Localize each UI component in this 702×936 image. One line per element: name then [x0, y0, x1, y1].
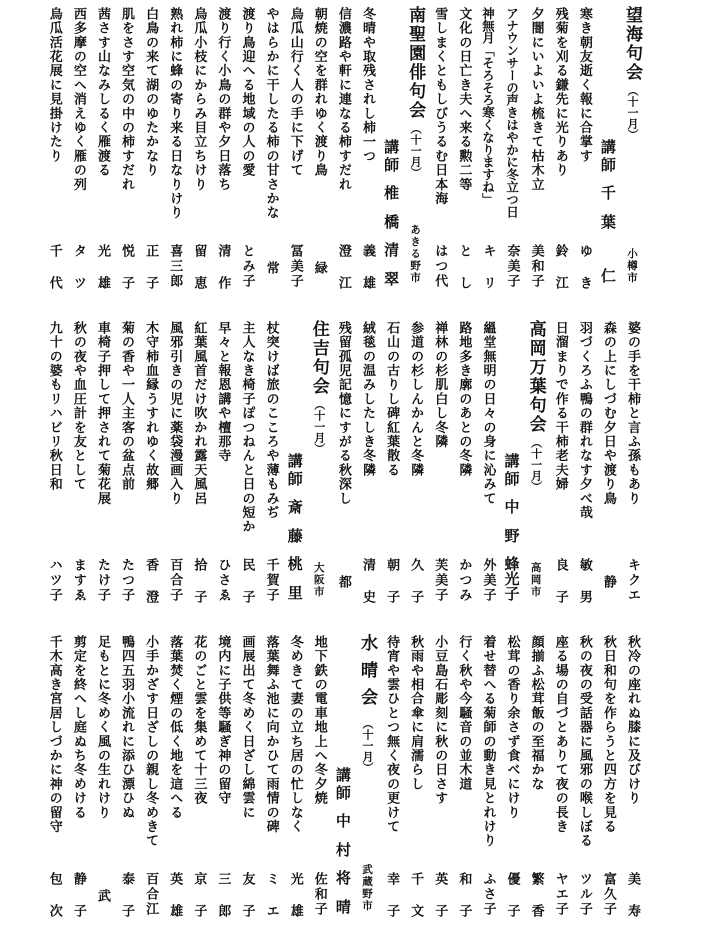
haiku-column: [572, 0, 596, 308]
haiku-text: 着せ替へる菊師の動き見とれけり: [480, 635, 496, 848]
lecturer-label: 講師: [333, 767, 352, 803]
haiku-author: 奈美子: [504, 244, 520, 289]
haiku-author: 朝子: [384, 558, 400, 622]
haiku-column: [451, 314, 475, 614]
haiku-text: 落葉舞ふ池に向かひて雨情の碑: [263, 635, 279, 834]
haiku-author: 美和子: [528, 244, 544, 289]
haiku-author: 千賀子: [263, 558, 279, 603]
haiku-author: 三郎: [215, 872, 231, 936]
haiku-text: 白鳥の来て湖のゆたかなり: [143, 7, 159, 178]
page-block-middle: [41, 314, 644, 622]
haiku-column: [403, 314, 427, 622]
group-title: 住吉句会: [308, 320, 329, 396]
haiku-author: キクエ: [625, 558, 640, 603]
haiku-author: ヤエ子: [552, 872, 568, 917]
haiku-column: [234, 0, 258, 300]
haiku-column: [475, 628, 499, 928]
haiku-text: 烏瓜活花展に見掛けたり: [46, 7, 62, 164]
haiku-author: キリ: [480, 244, 496, 308]
haiku-column: [475, 0, 499, 308]
haiku-author: 富久子: [600, 872, 616, 917]
haiku-column: [524, 628, 548, 936]
haiku-text: 絨毯の温みしたしき冬隣: [359, 321, 375, 478]
group-month: （十一月）: [626, 85, 639, 140]
haiku-author: 泰子: [119, 872, 135, 936]
haiku-column: [283, 628, 307, 936]
lecturer-label: 講師: [502, 453, 521, 489]
haiku-text: 参道の杉しんかんと冬隣: [408, 321, 424, 478]
haiku-column: [427, 628, 451, 936]
haiku-author: ミエ: [263, 872, 279, 936]
haiku-column: [259, 314, 283, 614]
haiku-author: 鈴江: [552, 244, 568, 308]
haiku-text: 九十の婆もリハビリ秋日和: [46, 321, 62, 492]
haiku-text: 杖突けば旅のこころや薄もみぢ: [263, 321, 279, 520]
haiku-column: [259, 628, 283, 936]
haiku-column: [42, 0, 66, 308]
haiku-column: [138, 0, 162, 308]
haiku-column: [548, 314, 572, 622]
lecturer-given-name: 桃里: [285, 556, 304, 614]
haiku-column: [90, 314, 114, 614]
haiku-author: 清史: [359, 558, 375, 622]
group-month: （十一月）: [360, 718, 374, 773]
haiku-text: 座る場の自づとありて夜の長き: [552, 635, 568, 834]
haiku-text: 境内に子供等騒ぎ神の留守: [215, 635, 231, 806]
haiku-text: 日溜まりで作る干柿老夫婦: [552, 321, 568, 492]
page-block-bottom: [41, 628, 644, 936]
haiku-text: 渡り鳥迎へる地域の人の愛: [239, 7, 255, 178]
haiku-column: [162, 314, 186, 614]
haiku-author: 芙美子: [432, 558, 448, 603]
lecturer-given-name: 将晴: [333, 870, 352, 928]
lecturer-column: [379, 0, 403, 300]
haiku-author: ひさゑ: [215, 558, 231, 603]
haiku-author: ハツ子: [46, 558, 62, 603]
haiku-column: [499, 628, 523, 936]
haiku-text: 渡り行く小鳥の群や夕日落ち: [215, 7, 231, 192]
haiku-text: 千木高き宮居しづかに神の留守: [46, 635, 62, 834]
haiku-author: 澄江: [335, 244, 351, 308]
haiku-text: 車椅子押して押されて菊花展: [94, 321, 110, 506]
haiku-column: [66, 0, 90, 308]
haiku-author: 常: [263, 261, 279, 274]
haiku-author: 英雄: [167, 872, 183, 936]
lecturer-city: 武蔵野市: [360, 864, 373, 912]
haiku-author: たけ子: [94, 558, 110, 603]
haiku-column: [427, 314, 451, 614]
haiku-column: [572, 628, 596, 928]
haiku-text: 縕堂無明の日々の身に沁みて: [480, 321, 496, 506]
haiku-text: 菊の香や一人主客の盆点前: [119, 321, 135, 492]
haiku-column: [66, 314, 90, 614]
haiku-text: 茜さす山なみしるく雁渡る: [94, 7, 110, 178]
haiku-author: 都: [335, 575, 351, 588]
haiku-column: [475, 314, 499, 614]
haiku-text: 信濃路や軒に連なる柿すだれ: [335, 7, 351, 192]
haiku-author: ますゑ: [70, 558, 86, 603]
haiku-column: [186, 0, 210, 308]
lecturer-surname: 椎橋: [382, 185, 401, 243]
haiku-text: 秋の夜や血圧計を友として: [70, 321, 86, 492]
lecturer-city: あきる野市: [409, 224, 422, 284]
haiku-text: 待宵や雲ひとつ無く夜の更けて: [384, 635, 400, 834]
haiku-text: 烏瓜山行く人の手に下げて: [287, 7, 303, 178]
lecturer-surname: 斎藤: [285, 499, 304, 557]
haiku-author: 優子: [504, 872, 520, 936]
haiku-author: はつ代: [432, 244, 448, 289]
haiku-author: タツ: [70, 244, 86, 308]
haiku-text: 花のごと雲を集めて十三夜: [191, 635, 207, 806]
haiku-column: [138, 628, 162, 928]
haiku-author: 外美子: [480, 558, 496, 603]
haiku-column: [283, 0, 307, 300]
haiku-text: 画展出て冬めく日ざし綿雲に: [239, 635, 255, 820]
haiku-author: 拾子: [191, 558, 207, 622]
haiku-column: [548, 0, 572, 308]
haiku-author: 光雄: [94, 244, 110, 308]
haiku-text: 残菊を刈る鎌先に光りあり: [552, 7, 568, 178]
haiku-author: 美寿: [625, 872, 640, 936]
page-block-top: [41, 0, 644, 308]
haiku-author: 久子: [408, 558, 424, 622]
haiku-text: 朝焼の空を群れゆく渡り鳥: [311, 7, 327, 178]
haiku-column: [114, 0, 138, 308]
haiku-text: 剪定を終へし庭ぬち冬めける: [70, 635, 86, 820]
group-month: （十一月）: [409, 123, 423, 178]
haiku-author: 友子: [239, 872, 255, 936]
haiku-column: [186, 314, 210, 622]
haiku-author: たつ子: [119, 558, 135, 603]
haiku-text: 行く秋や今騒音の並木道: [456, 635, 472, 792]
haiku-author: かつみ: [456, 558, 472, 603]
lecturer-label: 講師: [598, 139, 617, 175]
haiku-author: 民子: [239, 558, 255, 622]
haiku-column: [379, 628, 403, 936]
haiku-text: 残留孤児記憶にすがる秋深し: [335, 321, 351, 506]
haiku-text: 早々と報恩講や檀那寺: [215, 321, 231, 463]
haiku-text: 冬晴や取残されし柿一つ: [359, 7, 375, 164]
haiku-column: [451, 628, 475, 936]
haiku-author: 正子: [143, 244, 159, 308]
haiku-text: 婆の手を干柿と言ふ孫もあり: [625, 321, 640, 506]
group-title-column: [620, 0, 644, 300]
group-heading: [307, 320, 331, 454]
haiku-column: [90, 0, 114, 308]
haiku-text: 松茸の香り余さず食べにけり: [504, 635, 520, 820]
haiku-column: [572, 314, 596, 622]
haiku-text: 石山の古りし碑紅葉散る: [384, 321, 400, 478]
haiku-column: [210, 0, 234, 308]
haiku-author: 和子: [456, 872, 472, 936]
haiku-author: 清作: [215, 244, 231, 308]
haiku-text: 小豆島石彫刻に秋の日さす: [432, 635, 448, 806]
haiku-text: 夕闇にいよいよ梳きて枯木立: [528, 7, 544, 192]
haiku-column: [114, 314, 138, 614]
haiku-text: 風邪引きの児に薬袋漫画入り: [167, 321, 183, 506]
haiku-author: 千文: [408, 872, 424, 936]
haiku-text: 落葉焚く煙の低く地を這へる: [167, 635, 183, 820]
lecturer-column: [499, 314, 523, 614]
group-heading: [355, 634, 379, 773]
haiku-column: [90, 628, 114, 928]
haiku-column: [355, 314, 379, 622]
haiku-author: 百合江: [143, 872, 159, 917]
lecturer-column: [283, 314, 307, 614]
haiku-column: [499, 0, 523, 300]
haiku-text: 雪しまくともしびうるむ日本海: [432, 7, 448, 206]
haiku-column: [355, 0, 379, 308]
haiku-author: 冨美子: [287, 244, 303, 289]
haiku-text: 秋日和句を作らうと四方を見る: [600, 635, 616, 834]
haiku-author: 幸子: [384, 872, 400, 936]
lecturer-city: 大阪市: [312, 562, 325, 598]
haiku-column: [403, 628, 427, 936]
haiku-text: 秋の夜の受話器に風邪の喉しぼる: [576, 635, 592, 848]
haiku-author: 香澄: [143, 558, 159, 622]
haiku-column: [114, 628, 138, 936]
haiku-text: 主人なき椅子ぽつねんと日の短か: [239, 321, 255, 534]
haiku-text: 鴨四五羽小流れに添ひ漂ひぬ: [119, 635, 135, 820]
haiku-author: 京子: [191, 872, 207, 936]
haiku-text: 木守柿血縁うすれゆく故郷: [143, 321, 159, 492]
haiku-text: 禅林の杉肌白し冬隣: [432, 321, 448, 449]
haiku-text: 路地多き廓のあとの冬隣: [456, 321, 472, 478]
haiku-text: 小手かざす日ざしの親し冬めきて: [143, 635, 159, 848]
haiku-author: 千代: [46, 244, 62, 308]
haiku-text: 顔揃ふ松茸飯の至福かな: [528, 635, 544, 792]
group-title: 水晴会: [356, 634, 377, 715]
haiku-author: 英子: [432, 872, 448, 936]
haiku-text: 神無月「そろそろ寒くなりますね」: [480, 7, 496, 206]
haiku-column: [427, 0, 451, 300]
haiku-column: [210, 314, 234, 614]
haiku-text: 秋冷の座れぬ膝に及びけり: [625, 635, 640, 806]
haiku-text: アナウンサーの声きはやかに冬立つ日: [504, 7, 520, 218]
haiku-text: 西多摩の空へ消えゆく雁の列: [70, 7, 86, 192]
group-title-column: [403, 0, 427, 300]
haiku-author: 義雄: [359, 244, 375, 308]
group-heading: [403, 6, 427, 178]
haiku-author: ゆき: [576, 244, 592, 308]
haiku-column: [596, 628, 620, 928]
haiku-column: [42, 314, 66, 614]
haiku-author: 百合子: [167, 558, 183, 603]
group-month: （十一月）: [529, 437, 543, 492]
haiku-text: 文化の日亡き夫へ来る勲二等: [456, 7, 472, 192]
haiku-column: [307, 628, 331, 928]
haiku-column: [234, 314, 258, 622]
lecturer-column: [331, 628, 355, 928]
haiku-column: [379, 314, 403, 622]
haiku-column: [138, 314, 162, 622]
haiku-column: [234, 628, 258, 936]
lecturer-surname: 中村: [333, 813, 352, 871]
group-title: 南聖園俳句会: [405, 6, 426, 120]
haiku-column: [451, 0, 475, 308]
haiku-column: [307, 0, 331, 300]
haiku-column: [162, 628, 186, 936]
haiku-author: 悦子: [119, 244, 135, 308]
lecturer-label: 講師: [382, 139, 401, 175]
haiku-column: [162, 0, 186, 300]
lecturer-surname: 千葉: [598, 185, 617, 243]
haiku-column: [620, 628, 644, 936]
haiku-column: [620, 314, 644, 614]
haiku-text: 地下鉄の電車地上へ冬夕焼: [311, 635, 327, 806]
group-month: （十一月）: [312, 399, 326, 454]
haiku-text: 寒き朝友逝く報に合掌す: [576, 7, 592, 164]
haiku-author: とし: [456, 244, 472, 308]
haiku-author: ふさ子: [480, 872, 496, 917]
haiku-column: [331, 314, 355, 614]
haiku-author: ツル子: [576, 872, 592, 917]
lecturer-city: 小樽市: [626, 248, 638, 284]
haiku-text: 足もとに冬めく風の生れけり: [94, 635, 110, 820]
haiku-author: 緑: [311, 261, 327, 274]
haiku-text: 紅葉風首だけ吹かれ露天風呂: [191, 321, 207, 506]
haiku-author: 喜三郎: [167, 244, 183, 289]
haiku-column: [259, 0, 283, 300]
haiku-author: とみ子: [239, 244, 255, 289]
haiku-column: [42, 628, 66, 936]
haiku-author: 佐和子: [311, 872, 327, 917]
lecturer-given-name: 蜂光子: [502, 556, 521, 601]
haiku-author: 良子: [552, 558, 568, 622]
lecturer-given-name: 仁: [598, 268, 617, 283]
lecturer-column: [596, 0, 620, 300]
haiku-column: [186, 628, 210, 936]
group-title-column: [524, 314, 548, 614]
group-title: 望海句会: [622, 6, 642, 82]
lecturer-surname: 中野: [502, 499, 521, 557]
haiku-author: 静子: [70, 872, 86, 936]
haiku-text: 肌をさす空気の中の柿すだれ: [119, 7, 135, 192]
haiku-text: 冬めきて妻の立ち居の忙しなく: [287, 635, 303, 834]
haiku-column: [66, 628, 90, 936]
haiku-text: やはらかに干したる柿の甘さかな: [263, 7, 279, 220]
haiku-author: 繁香: [528, 872, 544, 936]
haiku-author: 留恵: [191, 244, 207, 308]
haiku-column: [548, 628, 572, 928]
haiku-column: [331, 0, 355, 308]
haiku-author: 光雄: [287, 872, 303, 936]
haiku-column: [210, 628, 234, 936]
lecturer-label: 講師: [285, 453, 304, 489]
haiku-text: 秋雨や相合傘に肩濡らし: [408, 635, 424, 792]
lecturer-given-name: 清翠: [382, 242, 401, 300]
haiku-column: [596, 314, 620, 614]
haiku-author: 武: [94, 889, 110, 902]
group-title-column: [355, 628, 379, 928]
haiku-text: 羽づくろふ鴨の群れなす夕べ哉: [576, 321, 592, 520]
group-heading: [524, 320, 548, 492]
haiku-text: 烏瓜小枝にからみ目立ちけり: [191, 7, 207, 192]
haiku-text: 森の上にしづむ夕日や渡り鳥: [600, 321, 616, 506]
haiku-author: 敏男: [576, 558, 592, 622]
lecturer-city: 高岡市: [529, 562, 542, 598]
group-heading: [620, 6, 644, 140]
group-title-column: [307, 314, 331, 614]
haiku-author: 静: [600, 575, 616, 588]
haiku-column: [524, 0, 548, 300]
haiku-author: 包次: [46, 872, 62, 936]
haiku-text: 熟れ柿に蜂の寄り来る日なりけり: [167, 7, 183, 220]
group-title: 高岡万葉句会: [525, 320, 546, 434]
